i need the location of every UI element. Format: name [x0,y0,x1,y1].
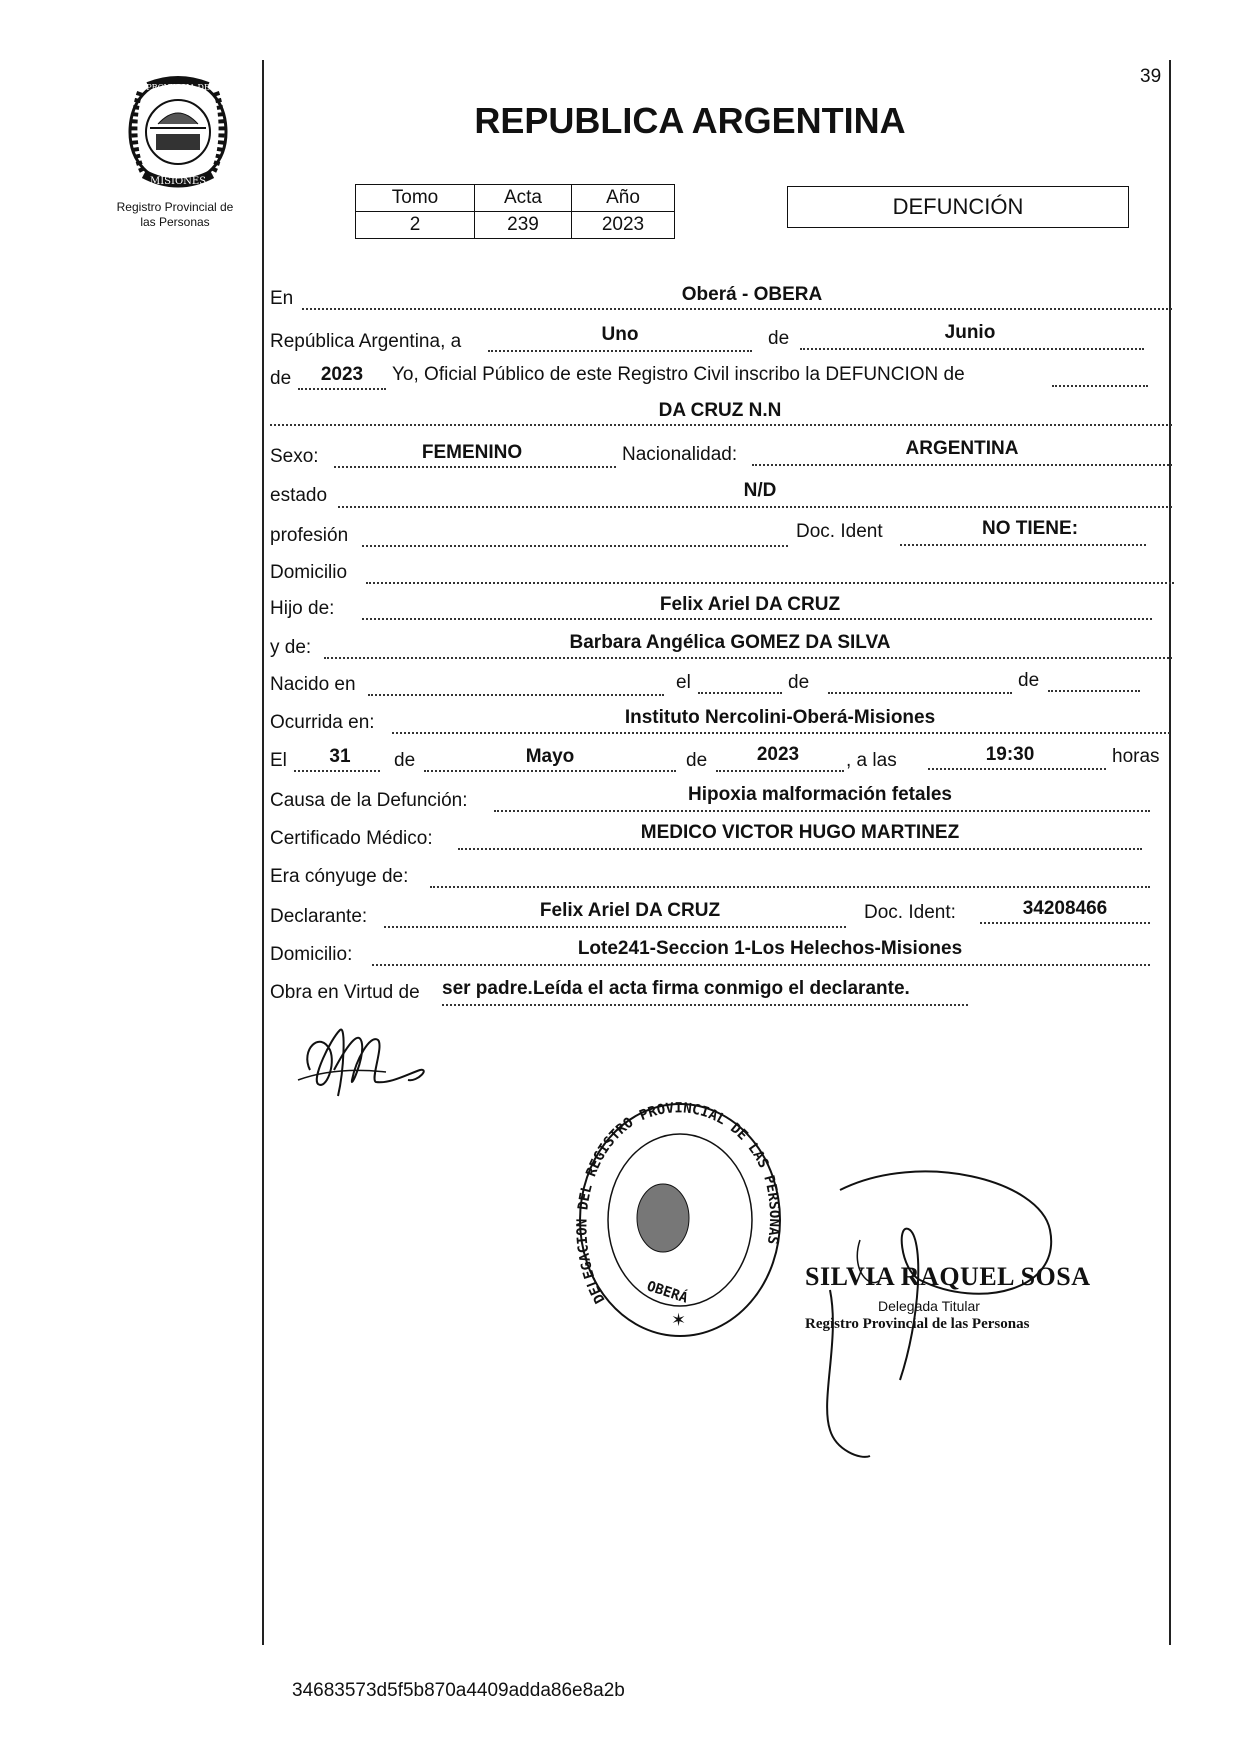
name-line [270,424,1172,426]
en-label: En [270,288,294,309]
page-number: 39 [1140,66,1162,87]
year-value: 2023 [320,364,364,385]
death-month-line [424,770,676,772]
doc-ident-2-label: Doc. Ident: [864,902,956,923]
nacionalidad-value: ARGENTINA [905,438,1019,459]
registry-name [95,200,255,230]
official-stamp [575,1100,785,1340]
de-label-6: de [686,750,708,771]
birth-day-line [698,692,782,694]
anio-header: Año [572,185,675,212]
domicilio-2-label: Domicilio: [270,944,353,965]
profesion-line [362,545,788,547]
yde-value: Barbara Angélica GOMEZ DA SILVA [569,632,891,653]
anio-value: 2023 [572,212,675,239]
causa-value: Hipoxia malformación fetales [688,784,952,805]
de-label-2: de [270,368,292,389]
death-day: 31 [329,746,351,767]
month-line [800,348,1144,350]
tomo-header: Tomo [356,185,475,212]
doc-ident-line [900,544,1146,546]
misiones-coat-of-arms [118,74,238,192]
death-month: Mayo [525,746,575,767]
svg-text:✶: ✶ [671,1310,687,1331]
death-year: 2023 [756,744,800,765]
certificado-label: Certificado Médico: [270,828,433,849]
right-margin-line [1169,60,1171,1645]
nacido-label: Nacido en [270,674,356,695]
official-office: Registro Provincial de las Personas [805,1316,1030,1332]
stamp-ring-text: DELEGACION DEL REGISTRO PROVINCIAL DE LAS PERSONAS [575,1100,783,1306]
year-line [298,388,386,390]
inscribo-line [1052,385,1148,387]
birth-month-line [828,692,1012,694]
hijo-value: Felix Ariel DA CRUZ [659,594,841,615]
declarante-label: Declarante: [270,906,368,927]
ocurrida-label: Ocurrida en: [270,712,375,733]
domicilio-2-line [372,964,1150,966]
tomo-value: 2 [356,212,475,239]
death-day-line [294,770,380,772]
domicilio-line [366,582,1174,584]
de-label-5: de [394,750,416,771]
hijo-line [362,618,1152,620]
conyuge-line [430,886,1150,888]
acta-header: Acta [475,185,572,212]
inscribo-text: Yo, Oficial Público de este Registro Civil inscribo la DEFUNCION de [392,364,965,385]
document-hash: 34683573d5f5b870a4409adda86e8a2b [292,1680,625,1701]
estado-label: estado [270,485,328,506]
obra-line [442,1004,968,1006]
domicilio-label: Domicilio [270,562,348,583]
horas-label: horas [1112,746,1160,767]
death-year-line [716,770,844,772]
registry-line-2: las Personas [140,215,210,229]
certificado-line [458,848,1142,850]
en-line [302,308,1172,310]
seal-top-text: PROVINCIA DE [146,83,210,92]
el-label: el [676,672,691,693]
day-line [488,350,752,352]
death-time: 19:30 [985,744,1035,765]
doc-ident-label: Doc. Ident [796,521,883,542]
declarante-line [384,926,846,928]
official-role: Delegada Titular [878,1298,980,1314]
doc-ident-value: NO TIENE: [981,518,1079,539]
a-las-label: , a las [846,750,897,771]
sexo-label: Sexo: [270,446,319,467]
nacionalidad-label: Nacionalidad: [622,444,738,465]
reference-table [355,184,675,239]
de-label-3: de [788,672,810,693]
ocurrida-line [392,732,1170,734]
de-label-4: de [1018,670,1040,691]
de-label-1: de [768,328,790,349]
document-type-box: DEFUNCIÓN [787,186,1129,228]
nacionalidad-line [752,464,1172,466]
doc-ident-2-line [980,922,1150,924]
nacido-line [368,694,664,696]
birth-year-line [1048,690,1140,692]
obra-label: Obra en Virtud de [270,982,420,1003]
el-label-2: El [270,750,287,771]
estado-line [338,506,1172,508]
page-title: REPUBLICA ARGENTINA [474,100,906,141]
profesion-label: profesión [270,525,349,546]
yde-line [324,657,1172,659]
official-name: SILVIA RAQUEL SOSA [805,1262,1091,1291]
estado-value: N/D [743,480,777,501]
republica-label: República Argentina, a [270,331,462,352]
causa-line [494,810,1150,812]
seal-bottom-text: MISIONES [149,176,207,187]
deceased-name: DA CRUZ N.N [658,400,782,421]
en-value: Oberá - OBERA [681,284,823,305]
certificado-value: MEDICO VICTOR HUGO MARTINEZ [640,822,960,843]
stamp-city: OBERÁ [644,1278,690,1307]
acta-value: 239 [475,212,572,239]
obra-value: ser padre.Leída el acta firma conmigo el declarante. [442,978,910,999]
sexo-line [334,466,616,468]
left-margin-line [262,60,264,1645]
causa-label: Causa de la Defunción: [270,790,468,811]
yde-label: y de: [270,637,312,658]
death-time-line [928,768,1106,770]
hijo-label: Hijo de: [270,598,335,619]
day-value: Uno [601,324,639,345]
registry-line-1: Registro Provincial de [116,200,234,214]
doc-ident-2-value: 34208466 [1022,898,1108,919]
domicilio-2-value: Lote241-Seccion 1-Los Helechos-Misiones [577,938,963,959]
declarant-signature [290,1010,440,1120]
sexo-value: FEMENINO [421,442,523,463]
conyuge-label: Era cónyuge de: [270,866,409,887]
month-value: Junio [944,322,996,343]
declarante-value: Felix Ariel DA CRUZ [539,900,721,921]
ocurrida-value: Instituto Nercolini-Oberá-Misiones [624,707,936,728]
